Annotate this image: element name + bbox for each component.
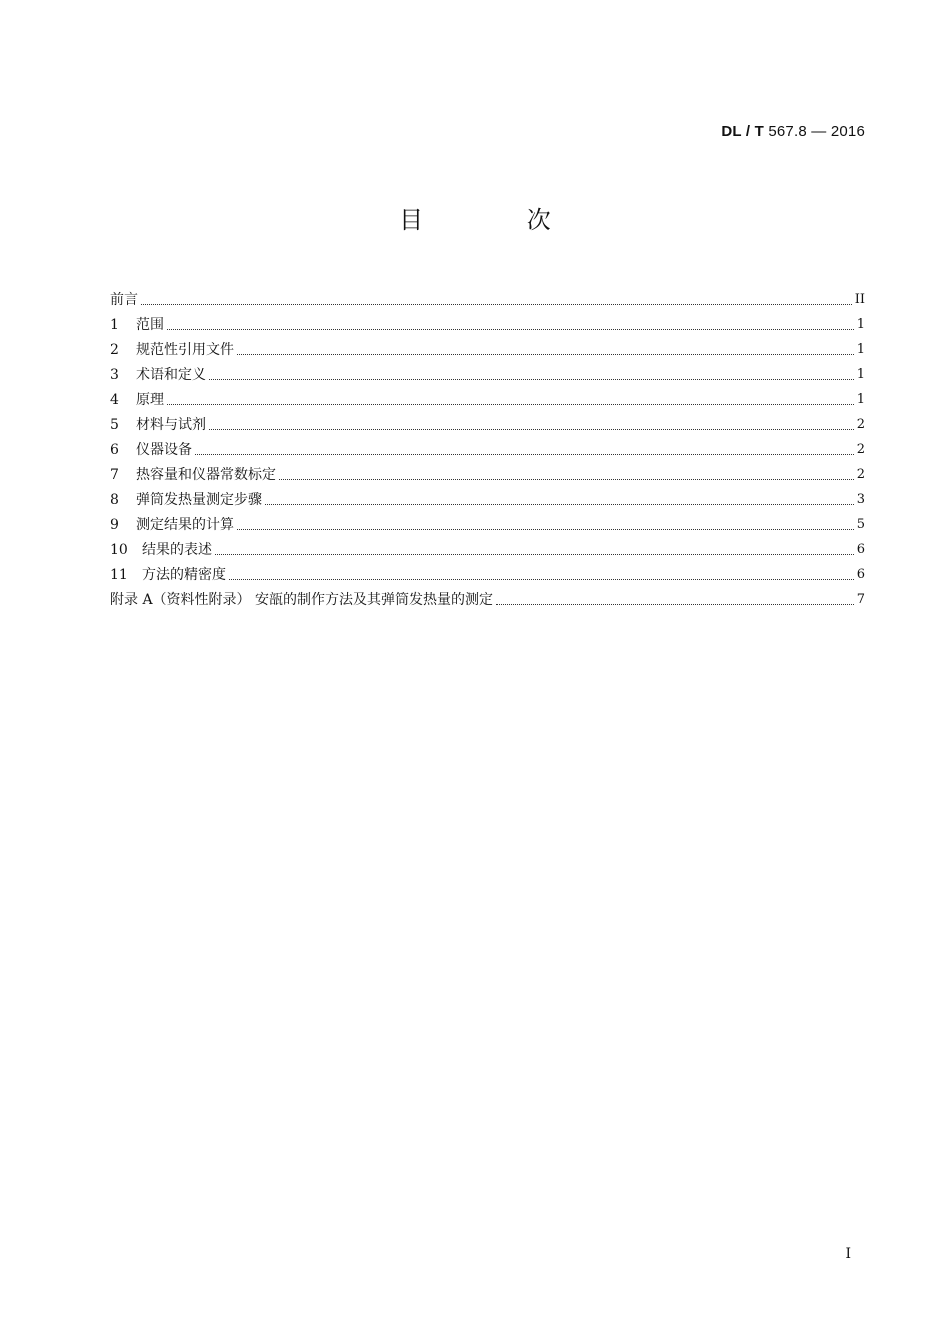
toc-entry-page: 2 <box>856 467 865 482</box>
toc-leader-dots <box>215 553 854 555</box>
toc-entry-10[interactable] <box>110 534 865 559</box>
toc-entry-page: 6 <box>856 567 865 582</box>
toc-entry-label: 仪器设备 <box>136 442 192 458</box>
toc-entry-page: II <box>854 292 865 307</box>
toc-leader-dots <box>209 378 854 380</box>
toc-entry-foreword[interactable] <box>110 284 865 309</box>
toc-entry-number: 11 <box>110 567 128 583</box>
toc-entry-number: 5 <box>110 417 119 433</box>
toc-entry-page: 1 <box>856 392 865 407</box>
toc-entry-page: 1 <box>856 342 865 357</box>
toc-entry-label: 材料与试剂 <box>136 417 206 433</box>
toc-entry-2[interactable] <box>110 334 865 359</box>
toc-entry-label: 术语和定义 <box>136 367 206 383</box>
toc-entry-11[interactable] <box>110 559 865 584</box>
toc-entry-appendix-a[interactable] <box>110 584 865 609</box>
toc-entry-label: 弹筒发热量测定步骤 <box>136 492 262 508</box>
toc-entry-9[interactable] <box>110 509 865 534</box>
toc-entry-label: 结果的表述 <box>142 542 212 558</box>
toc-leader-dots <box>496 603 854 605</box>
toc-entry-number: 9 <box>110 517 119 533</box>
toc-entry-label: 前言 <box>110 292 138 308</box>
toc-entry-number: 3 <box>110 367 119 383</box>
toc-entry-number: 6 <box>110 442 119 458</box>
toc-entry-number: 1 <box>110 317 119 333</box>
toc-entry-label: 规范性引用文件 <box>136 342 234 358</box>
toc-entry-number: 2 <box>110 342 119 358</box>
toc-leader-dots <box>167 328 854 330</box>
toc-entry-page: 7 <box>856 592 865 607</box>
toc-leader-dots <box>265 503 854 505</box>
page-title: 目 次 <box>399 206 599 234</box>
toc-entry-5[interactable] <box>110 409 865 434</box>
document-code-number: 567.8 — 2016 <box>768 123 865 140</box>
toc-entry-page: 1 <box>856 317 865 332</box>
toc-entry-4[interactable] <box>110 384 865 409</box>
toc-entry-1[interactable] <box>110 309 865 334</box>
table-of-contents <box>110 284 865 609</box>
toc-entry-page: 2 <box>856 417 865 432</box>
toc-entry-6[interactable] <box>110 434 865 459</box>
toc-entry-3[interactable] <box>110 359 865 384</box>
page-number: I <box>845 1246 851 1262</box>
toc-entry-label: 测定结果的计算 <box>136 517 234 533</box>
toc-entry-number: 7 <box>110 467 119 483</box>
toc-entry-label: 附录 A（资料性附录） 安瓿的制作方法及其弹筒发热量的测定 <box>110 592 494 608</box>
toc-entry-7[interactable] <box>110 459 865 484</box>
toc-entry-page: 5 <box>856 517 865 532</box>
toc-entry-page: 1 <box>856 367 865 382</box>
toc-leader-dots <box>167 403 854 405</box>
toc-leader-dots <box>209 428 854 430</box>
toc-entry-page: 2 <box>856 442 865 457</box>
toc-entry-number: 8 <box>110 492 119 508</box>
toc-leader-dots <box>237 528 854 530</box>
toc-leader-dots <box>237 353 854 355</box>
toc-entry-label: 热容量和仪器常数标定 <box>136 467 276 483</box>
toc-leader-dots <box>279 478 854 480</box>
toc-entry-8[interactable] <box>110 484 865 509</box>
toc-entry-page: 3 <box>856 492 865 507</box>
toc-entry-label: 原理 <box>136 392 164 408</box>
toc-entry-number: 10 <box>110 542 128 558</box>
toc-entry-label: 方法的精密度 <box>142 567 226 583</box>
toc-entry-number: 4 <box>110 392 119 408</box>
toc-leader-dots <box>195 453 854 455</box>
toc-leader-dots <box>229 578 854 580</box>
toc-leader-dots <box>141 303 852 305</box>
document-code-prefix: DL / T <box>721 123 769 140</box>
toc-entry-label: 范围 <box>136 317 164 333</box>
toc-entry-page: 6 <box>856 542 865 557</box>
document-code <box>721 123 865 140</box>
